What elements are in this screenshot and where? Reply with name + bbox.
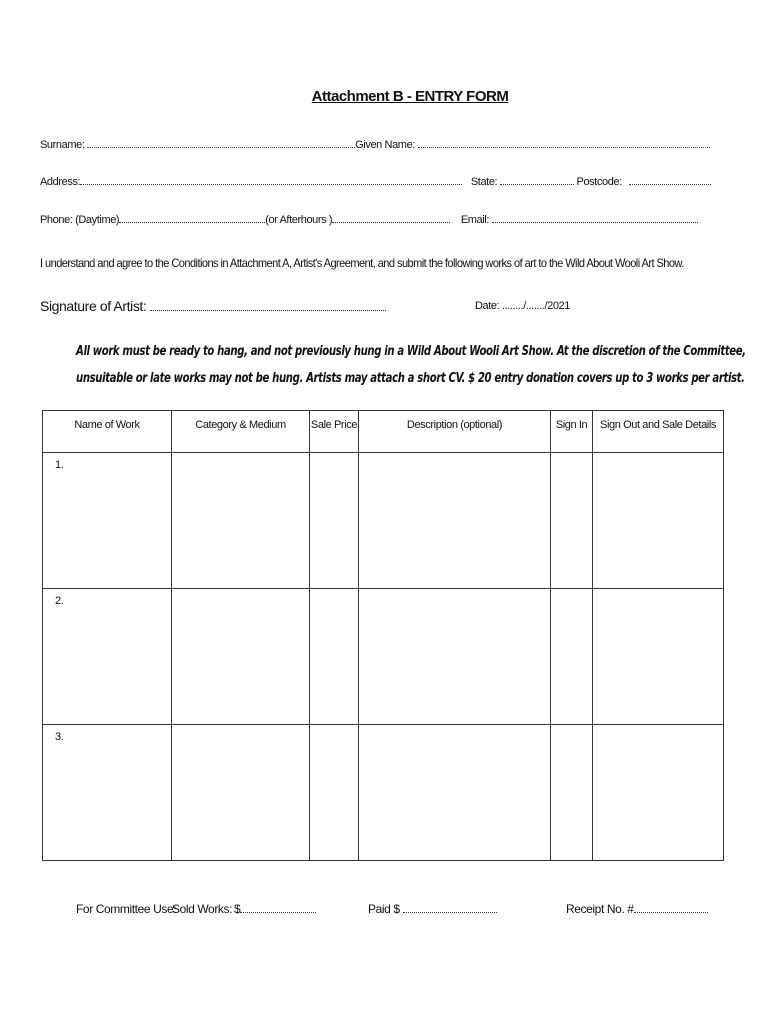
header-description: Description (optional) xyxy=(359,411,551,453)
category-cell[interactable] xyxy=(172,725,310,861)
given-name-label: Given Name: xyxy=(355,139,415,151)
table-row xyxy=(43,725,724,861)
sign-out-cell[interactable] xyxy=(593,453,724,589)
table-header-row xyxy=(43,411,724,453)
header-name-of-work: Name of Work xyxy=(43,411,172,453)
header-category-medium: Category & Medium xyxy=(172,411,310,453)
surname-field[interactable] xyxy=(87,138,355,148)
signature-field[interactable] xyxy=(150,301,386,311)
description-cell[interactable] xyxy=(359,725,551,861)
surname-label: Surname: xyxy=(40,139,85,151)
phone-daytime-label: Phone: (Daytime) xyxy=(40,214,120,226)
phone-afterhours-label: (or Afterhours ) xyxy=(265,214,333,226)
state-label: State: xyxy=(470,176,498,188)
description-cell[interactable] xyxy=(359,453,551,589)
postcode-label: Postcode: xyxy=(576,176,622,188)
price-cell[interactable] xyxy=(310,453,359,589)
sign-out-cell[interactable] xyxy=(593,589,724,725)
note-line-1: All work must be ready to hang, and not previously hung in a Wild About Wooli Art Show. At the discretion of the Committee, xyxy=(76,344,746,359)
agreement-text: I understand and agree to the Conditions in Attachment A, Artist's Agreement, and submit the following works of art to the Wild About Wooli Art Show. xyxy=(40,256,684,270)
paid-field[interactable] xyxy=(403,903,497,913)
date-field[interactable]: Date: ......../......./2021 xyxy=(475,300,570,312)
category-cell[interactable] xyxy=(172,589,310,725)
row-number[interactable]: 3. xyxy=(43,725,172,861)
email-field[interactable] xyxy=(492,213,698,223)
header-sale-price: Sale Price xyxy=(310,411,359,453)
header-sign-out: Sign Out and Sale Details xyxy=(593,411,724,453)
paid-label: Paid $ xyxy=(368,902,400,916)
address-label: Address: xyxy=(40,176,81,188)
signature-label: Signature of Artist: xyxy=(40,298,147,314)
header-sign-in: Sign In xyxy=(551,411,593,453)
address-field[interactable] xyxy=(80,175,462,185)
table-row xyxy=(43,589,724,725)
receipt-field[interactable] xyxy=(634,903,708,913)
paid-row xyxy=(368,902,497,916)
row-number[interactable]: 2. xyxy=(43,589,172,725)
receipt-label: Receipt No. # xyxy=(566,902,634,916)
phone-afterhours-field[interactable] xyxy=(332,213,450,223)
sign-out-cell[interactable] xyxy=(593,725,724,861)
sign-in-cell[interactable] xyxy=(551,453,593,589)
receipt-row xyxy=(566,902,708,916)
phone-daytime-field[interactable] xyxy=(119,213,265,223)
address-row xyxy=(40,175,711,188)
signature-row xyxy=(40,298,386,314)
sold-works-label: Sold Works: xyxy=(172,902,233,916)
description-cell[interactable] xyxy=(359,589,551,725)
table-row xyxy=(43,453,724,589)
email-label: Email: xyxy=(460,214,489,226)
sold-works-field[interactable] xyxy=(240,903,316,913)
committee-use-label: For Committee Use: xyxy=(76,902,177,916)
given-name-field[interactable] xyxy=(418,138,710,148)
state-field[interactable] xyxy=(500,175,574,185)
row-number[interactable]: 1. xyxy=(43,453,172,589)
phone-row xyxy=(40,213,698,226)
sign-in-cell[interactable] xyxy=(551,589,593,725)
surname-row xyxy=(40,138,710,151)
category-cell[interactable] xyxy=(172,453,310,589)
postcode-field[interactable] xyxy=(629,175,711,185)
form-title: Attachment B - ENTRY FORM xyxy=(311,88,509,105)
note-line-2: unsuitable or late works may not be hung. Artists may attach a short CV. $ 20 entry donation covers up to 3 works per artist. xyxy=(76,371,745,386)
sold-works-row xyxy=(234,902,316,916)
sign-in-cell[interactable] xyxy=(551,725,593,861)
price-cell[interactable] xyxy=(310,725,359,861)
sold-dollar-label: $ xyxy=(234,902,241,916)
price-cell[interactable] xyxy=(310,589,359,725)
works-table xyxy=(42,410,724,861)
